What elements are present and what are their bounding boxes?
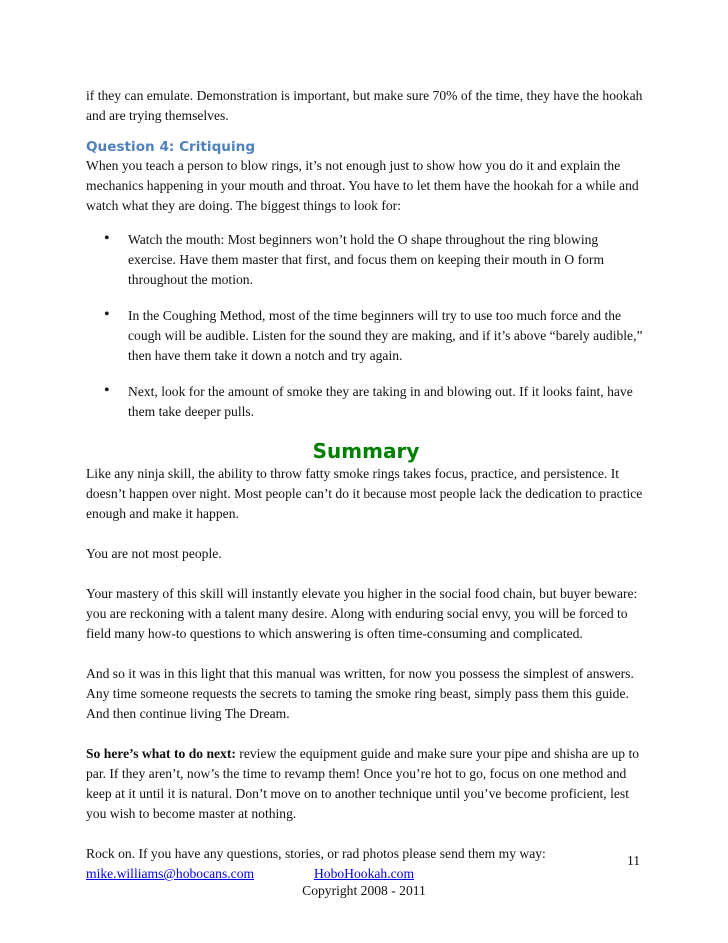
summary-paragraph-2: You are not most people. (86, 546, 222, 561)
document-page (86, 86, 646, 884)
bullet-item-mouth (86, 230, 646, 290)
summary-paragraph-6: Rock on. If you have any questions, stories, or rad photos please send them my way: (86, 846, 546, 861)
critique-bullet-list (86, 230, 646, 422)
summary-paragraph-5 (86, 744, 646, 824)
summary-paragraph-4: And so it was in this light that this manual was written, for now you possess the simplest of answers. Any time someone requests the secrets to taming the smoke ring beast, simply pass them this guide. And then continue living The Dream. (86, 666, 634, 721)
summary-paragraph-1: Like any ninja skill, the ability to throw fatty smoke rings takes focus, practice, and persistence. It doesn’t happen over night. Most people can’t do it because most people lack the dedication to practice enough and make it happen. (86, 466, 643, 521)
email-link[interactable]: mike.williams@hobocans.com (86, 866, 255, 881)
next-steps-text: review the equipment guide and make sure your pipe and shisha are up to par. If they aren’t, now’s the time to revamp them! Once you’re hot to go, focus on one method and keep at it until it is natural. Don’t move on to another technique until you’ve become proficient, lest you wish to become master at nothing. (86, 746, 640, 821)
bullet-icon: • (104, 306, 110, 323)
bullet-text: Watch the mouth: Most beginners won’t hold the O shape throughout the ring blowing exercise. Have them master that first, and focus them on keeping their mouth in O form throughout the motion. (128, 232, 605, 287)
bullet-item-smoke (86, 382, 646, 422)
page-footer (0, 865, 728, 899)
summary-heading: Summary (312, 439, 420, 463)
intro-paragraph: if they can emulate. Demonstration is important, but make sure 70% of the time, they have the hookah and are trying themselves. (86, 88, 643, 123)
footer-copyright: Copyright 2008 - 2011 (302, 883, 426, 898)
bullet-icon: • (104, 230, 110, 247)
bullet-icon: • (104, 382, 110, 399)
bullet-item-coughing (86, 306, 646, 366)
bullet-text: Next, look for the amount of smoke they are taking in and blowing out. If it looks faint, have them take deeper pulls. (128, 384, 633, 419)
next-steps-label: So here’s what to do next: (86, 746, 236, 761)
bullet-text: In the Coughing Method, most of the time beginners will try to use too much force and the cough will be audible. Listen for the sound they are making, and if it’s above “barely audible,” then have them take it down a notch and try again. (128, 308, 643, 363)
page-number: 11 (627, 853, 641, 868)
footer-site-link[interactable]: HoboHookah.com (313, 866, 415, 881)
question-4-body: When you teach a person to blow rings, it’s not enough just to show how you do it and explain the mechanics happening in your mouth and throat. You have to let them have the hookah for a while and watch what they are doing. The biggest things to look for: (86, 158, 639, 213)
question-4-heading: Question 4: Critiquing (86, 139, 256, 155)
summary-paragraph-3: Your mastery of this skill will instantly elevate you higher in the social food chain, but buyer beware: you are reckoning with a talent many desire. Along with enduring social envy, you will be forced to field many how-to questions to which answering is often time-consuming and complicated. (86, 586, 638, 641)
